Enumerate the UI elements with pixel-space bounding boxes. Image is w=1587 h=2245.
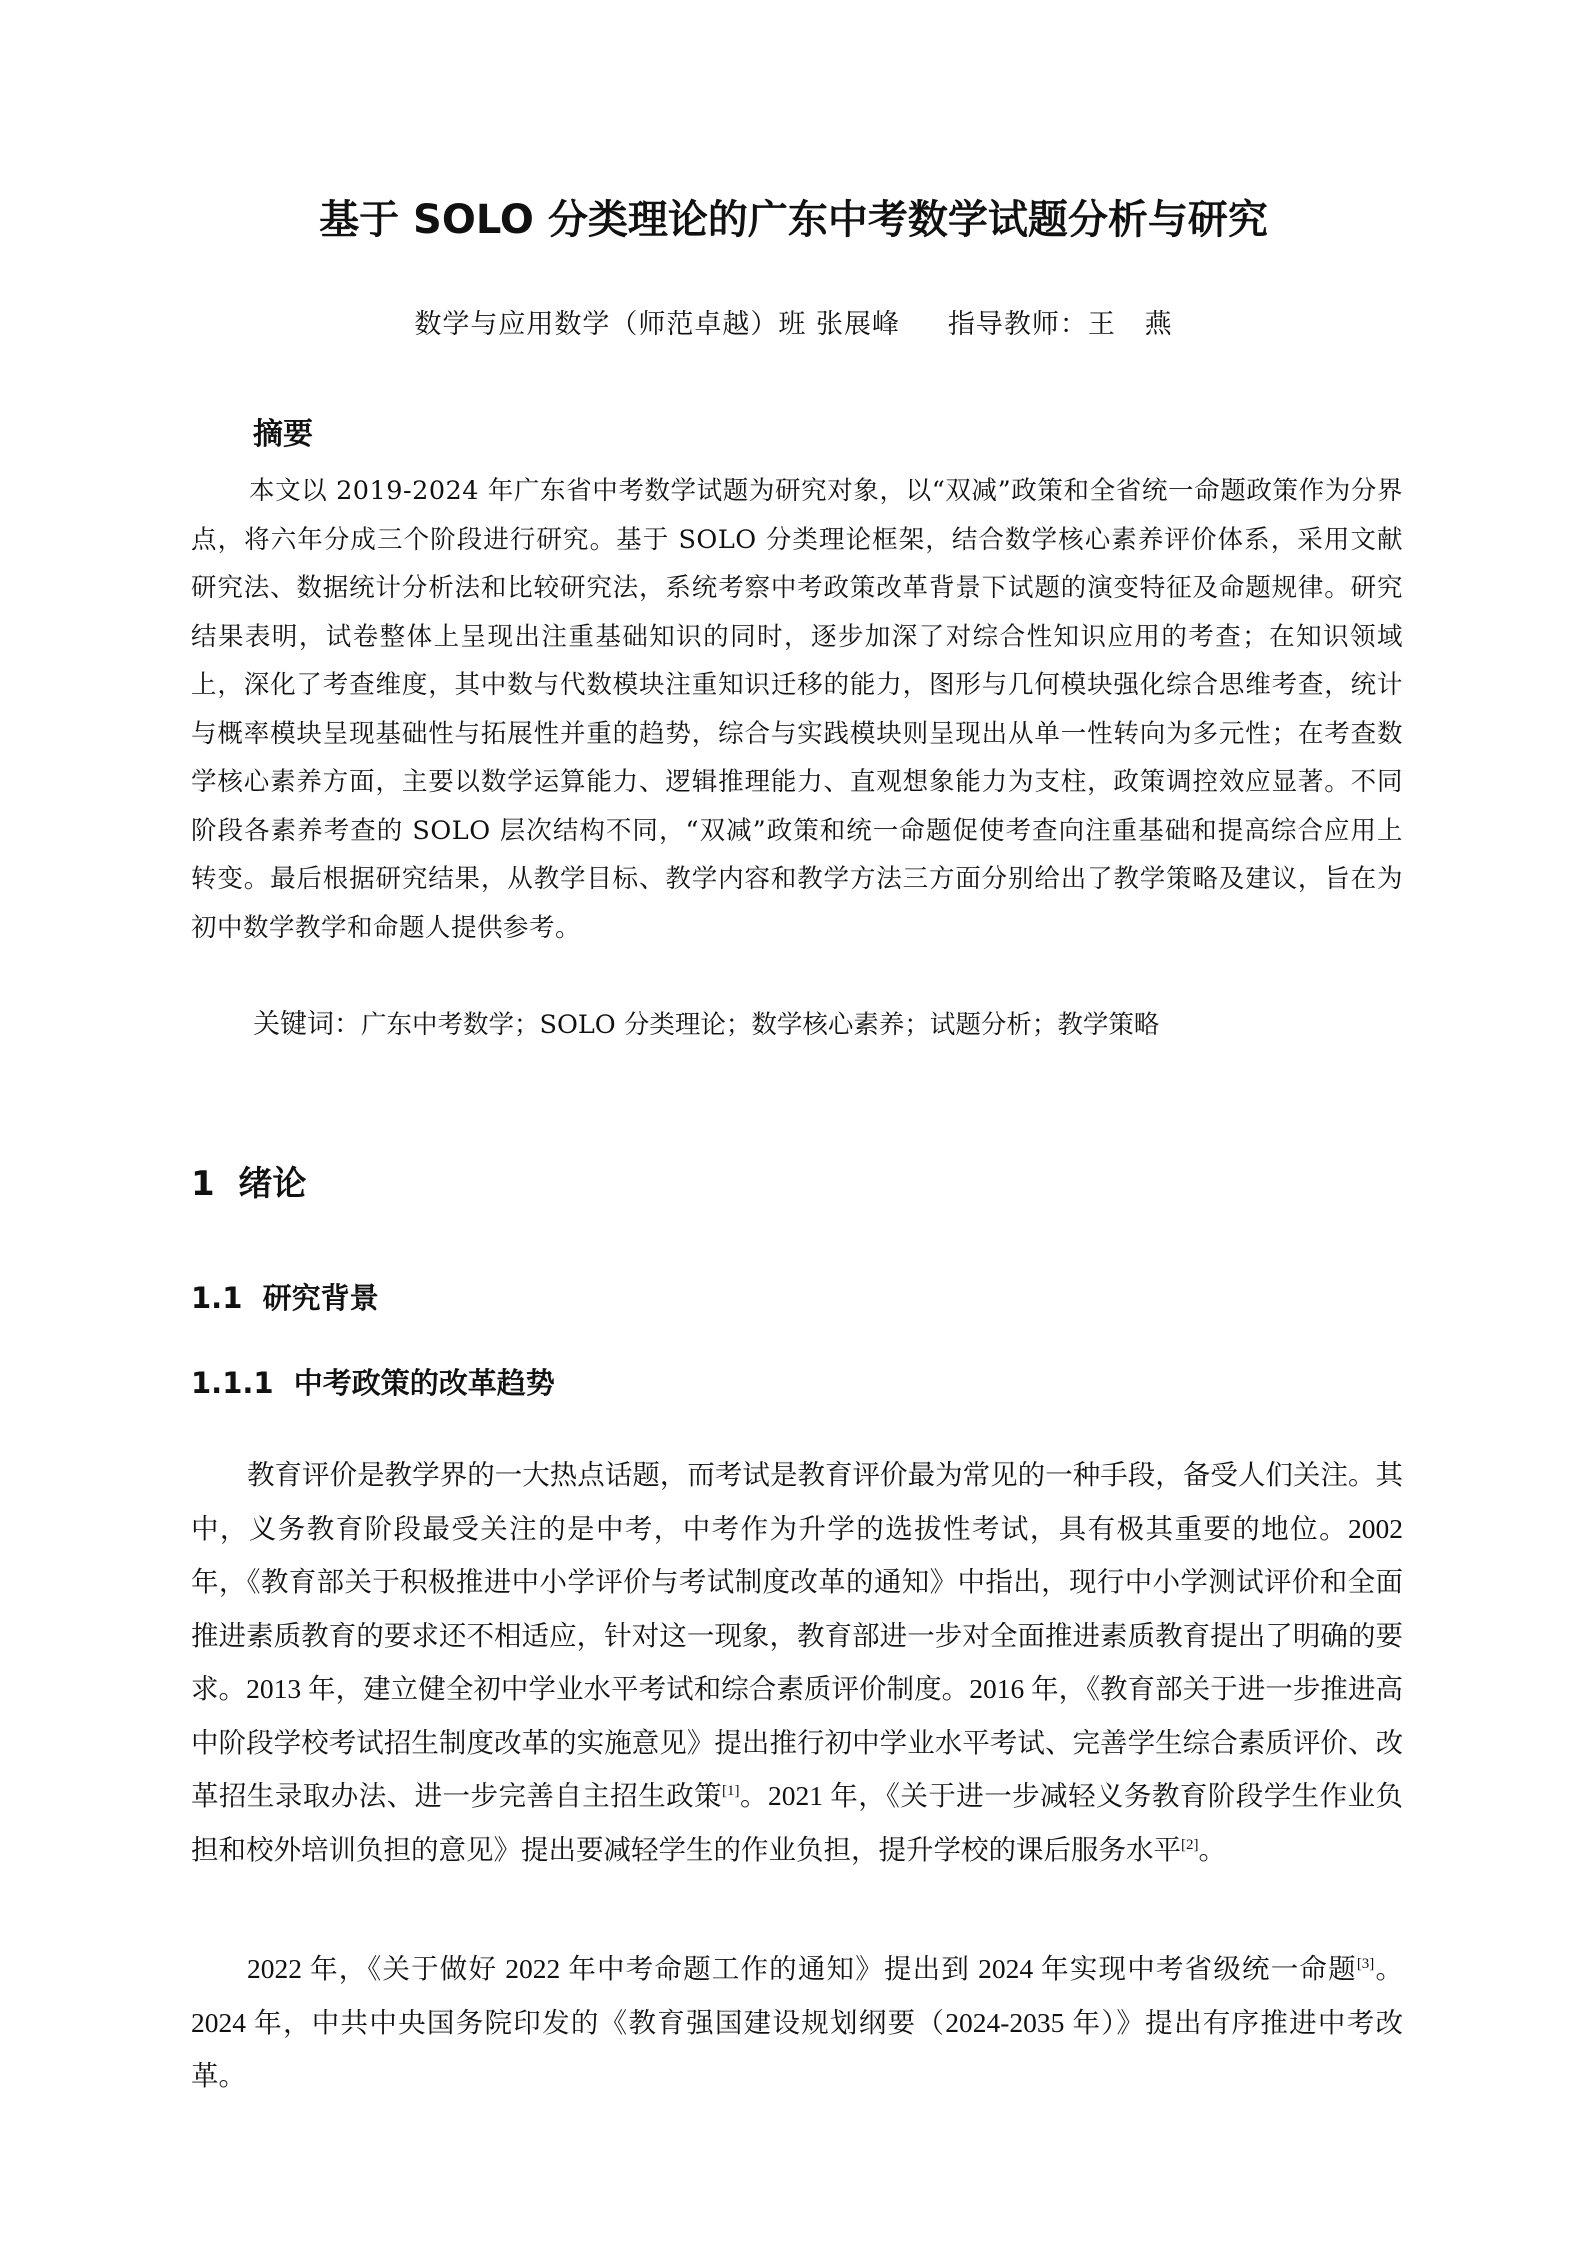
abstract-body: 本文以 2019-2024 年广东省中考数学试题为研究对象，以“双减”政策和全省统一命题政策作为分界点，将六年分成三个阶段进行研究。基于 SOLO 分类理论框架，结合数学核心素养评价体系，采用文献研究法、数据统计分析法和比较研究法，系统考察中考政策改革背景下试题的演变特征及命题规律。研究结果表明，试卷整体上呈现出注重基础知识的同时，逐步加深了对综合性知识应用的考查；在知识领域上，深化了考查维度，其中数与代数模块注重知识迁移的能力，图形与几何模块强化综合思维考查，统计与概率模块呈现基础性与拓展性并重的趋势，综合与实践模块则呈现出从单一性转向为多元性；在考查数学核心素养方面，主要以数学运算能力、逻辑推理能力、直观想象能力为支柱，政策调控效应显著。不同阶段各素养考查的 SOLO 层次结构不同，“双减”政策和统一命题促使考查向注重基础和提高综合应用上转变。最后根据研究结果，从教学目标、教学内容和教学方法三方面分别给出了教学策略及建议，旨在为初中数学教学和命题人提供参考。 [191, 476, 1403, 943]
body-paragraph-2 [191, 1942, 1403, 2103]
paragraph-text: 。2021 年，《关于进一步减轻义务教育阶段学生作业负担和校外培训负担的意见》提出要减轻学生的作业负担，提升学校的课后服务水平 [191, 1780, 1404, 1865]
keywords-label: 关键词： [253, 1009, 361, 1040]
keywords-line [253, 1005, 1159, 1045]
section-heading-1: 1 绪论 [191, 1164, 307, 1204]
paragraph-text: 教育评价是教学界的一大热点话题，而考试是教育评价最为常见的一种手段，备受人们关注。其中，义务教育阶段最受关注的是中考，中考作为升学的选拔性考试，具有极其重要的地位。2002 年，《教育部关于积极推进中小学评价与考试制度改革的通知》中指出，现行中小学测试评价和全面推进素质教育的要求还不相适应，针对这一现象，教育部进一步对全面推进素质教育提出了明确的要求。2013 年，建立健全初中学业水平考试和综合素质评价制度。2016 年，《教育部关于进一步推进高中阶段学校考试招生制度改革的实施意见》提出推行初中学业水平考试、完善学生综合素质评价、改革招生录取办法、进一步完善自主招生政策 [191, 1459, 1403, 1811]
section-heading-1-1: 1.1 研究背景 [191, 1281, 379, 1315]
keywords-text: 广东中考数学；SOLO 分类理论；数学核心素养；试题分析；教学策略 [361, 1010, 1160, 1040]
author-line: 数学与应用数学（师范卓越）班 张展峰 指导教师：王 燕 [414, 309, 1173, 340]
abstract-heading: 摘要 [253, 417, 313, 452]
citation-ref[interactable]: [3] [1356, 1955, 1375, 1972]
paragraph-text: 2022 年，《关于做好 2022 年中考命题工作的通知》提出到 2024 年实现中考省级统一命题 [247, 1953, 1357, 1984]
section-heading-1-1-1: 1.1.1 中考政策的改革趋势 [191, 1366, 555, 1400]
body-paragraph-1 [191, 1448, 1403, 1876]
paragraph-text: 。 [1198, 1833, 1226, 1865]
citation-ref[interactable]: [2] [1181, 1836, 1199, 1853]
paragraph-text: 。2024 年，中共中央国务院印发的《教育强国建设规划纲要（2024-2035 年）》提出有序推进中考改革。 [191, 1953, 1404, 2091]
paper-title: 基于 SOLO 分类理论的广东中考数学试题分析与研究 [319, 197, 1268, 243]
citation-ref[interactable]: [1] [722, 1782, 740, 1799]
